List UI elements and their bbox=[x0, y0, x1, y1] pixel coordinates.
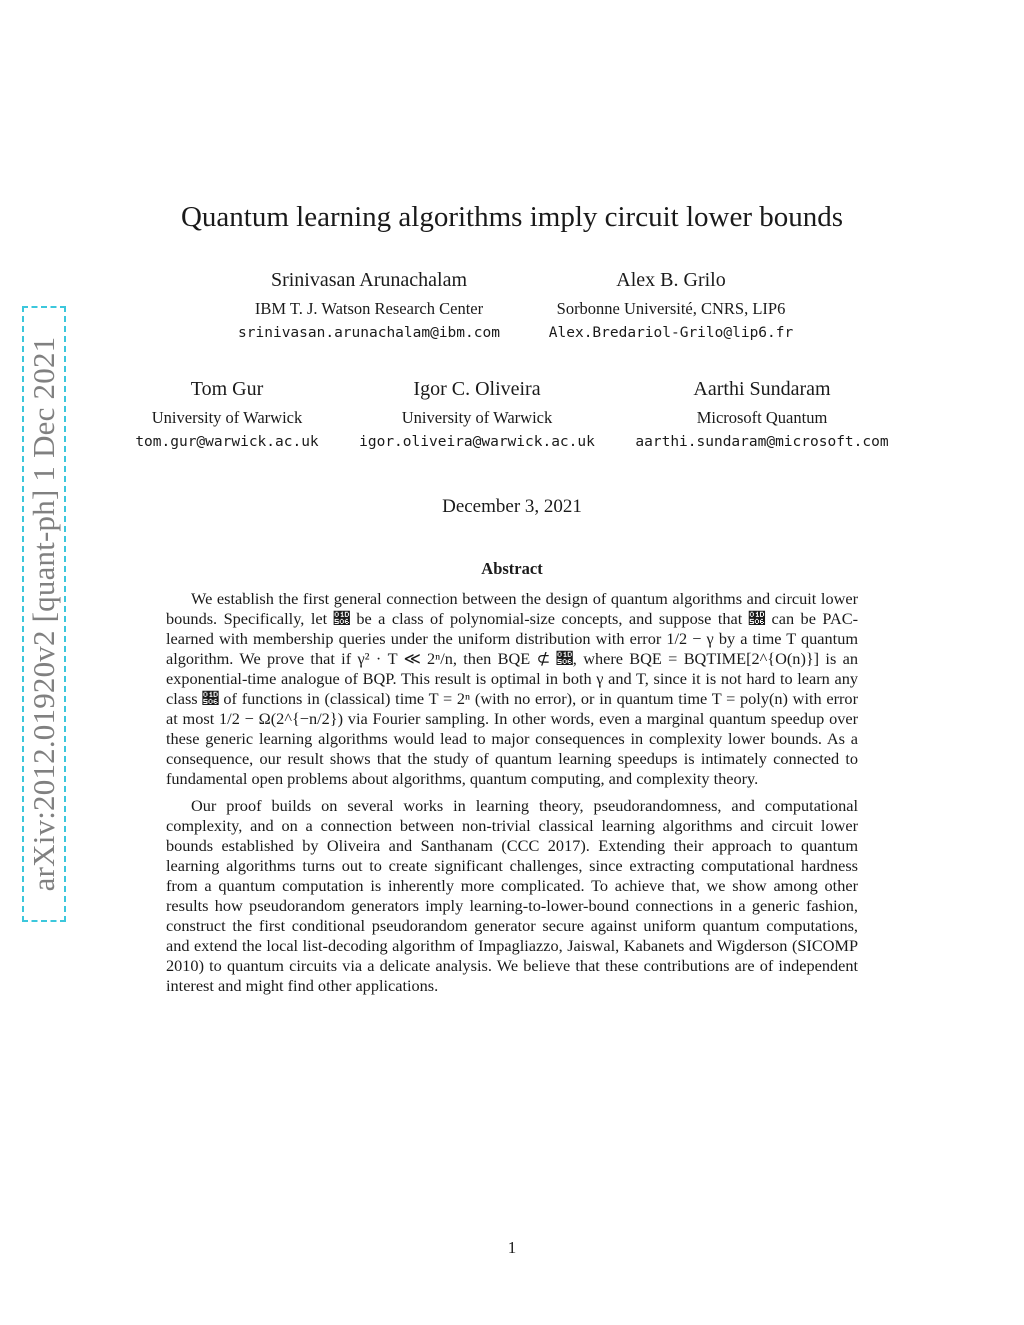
paper-date: December 3, 2021 bbox=[442, 496, 582, 517]
author-block bbox=[352, 376, 602, 453]
abstract-paragraph: Our proof builds on several works in learning theory, pseudorandomness, and computational complexity, and on a connection between non-trivial classical learning algorithms and circuit lower bounds established by Oliveira and Santhanam (CCC 2017). Extending their approach to quantum learning algorithms turns out to create significant challenges, since extracting computational hardness from a quantum computation is inherently more complicated. To achieve that, we show among other results how pseudorandom generators imply learning-to-lower-bound connections in a generic fashion, construct the first conditional pseudorandom generator secure against uniform quantum computations, and extend the local list-decoding algorithm of Impagliazzo, Jaiswal, Kabanets and Wigderson (SICOMP 2010) to quantum circuits via a delicate analysis. We believe that these contributions are of independent interest and might find other applications. bbox=[166, 796, 858, 995]
author-block bbox=[122, 376, 332, 453]
author-affiliation: University of Warwick bbox=[151, 408, 303, 427]
author-email: Alex.Bredariol-Grilo@lip6.fr bbox=[548, 325, 794, 341]
author-email: igor.oliveira@warwick.ac.uk bbox=[359, 434, 595, 450]
author-name: Igor C. Oliveira bbox=[413, 378, 541, 400]
author-email: srinivasan.arunachalam@ibm.com bbox=[238, 325, 500, 341]
author-name: Srinivasan Arunachalam bbox=[270, 269, 468, 291]
author-affiliation: University of Warwick bbox=[401, 408, 553, 427]
author-block bbox=[626, 376, 898, 453]
author-name: Aarthi Sundaram bbox=[693, 378, 831, 400]
author-name: Alex B. Grilo bbox=[616, 269, 726, 291]
author-block bbox=[218, 267, 520, 344]
author-email: aarthi.sundaram@microsoft.com bbox=[635, 434, 889, 450]
author-email: tom.gur@warwick.ac.uk bbox=[135, 434, 319, 450]
page-number: 1 bbox=[507, 1238, 517, 1257]
author-name: Tom Gur bbox=[190, 378, 264, 400]
author-affiliation: Microsoft Quantum bbox=[696, 408, 828, 427]
author-affiliation: Sorbonne Université, CNRS, LIP6 bbox=[556, 299, 786, 318]
abstract-body bbox=[166, 589, 858, 1003]
arxiv-stamp-text: arXiv:2012.01920v2 [quant-ph] 1 Dec 2021 bbox=[26, 336, 61, 892]
paper-title: Quantum learning algorithms imply circuit lower bounds bbox=[180, 201, 844, 234]
author-affiliation: IBM T. J. Watson Research Center bbox=[254, 299, 484, 318]
arxiv-stamp bbox=[22, 306, 66, 922]
abstract-paragraph: We establish the first general connection between the design of quantum algorithms and circuit lower bounds. Specifically, let 𝔆 be a class of polynomial-size concepts, and suppose that 𝔆 can be PAC-learned with membership queries under the uniform distribution with error 1/2 − γ by a time T quantum algorithm. We prove that if γ² · T ≪ 2ⁿ/n, then BQE ⊄ 𝔆, where BQE = BQTIME[2^{O(n)}] is an exponential-time analogue of BQP. This result is optimal in both γ and T, since it is not hard to learn any class 𝔆 of functions in (classical) time T = 2ⁿ (with no error), or in quantum time T = poly(n) with error at most 1/2 − Ω(2^{−n/2}) via Fourier sampling. In other words, even a marginal quantum speedup over these generic learning algorithms would lead to major consequences in complexity lower bounds. As a consequence, our result shows that the study of quantum learning speedups is intimately connected to fundamental open problems about algorithms, quantum computing, and complexity theory. bbox=[166, 589, 858, 788]
author-block bbox=[531, 267, 811, 344]
abstract-heading: Abstract bbox=[481, 559, 543, 578]
